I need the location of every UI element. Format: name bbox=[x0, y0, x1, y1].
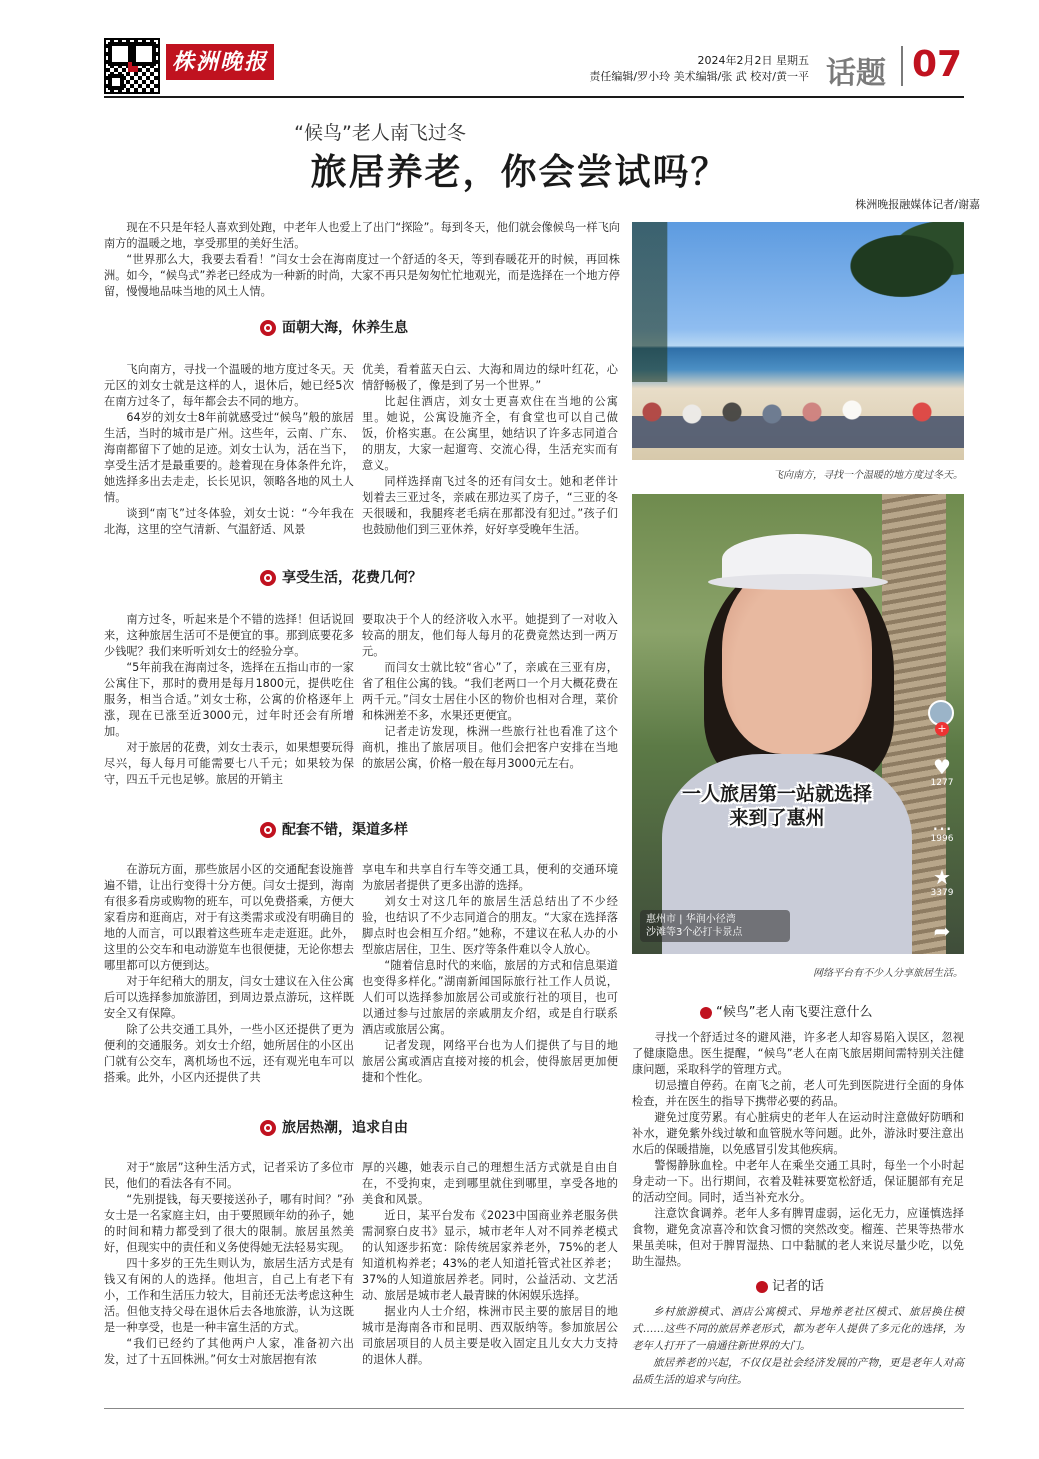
section-heading: 享受生活，花费几何？ bbox=[104, 568, 620, 590]
qr-code bbox=[104, 38, 160, 94]
video-screenshot-photo bbox=[632, 494, 964, 954]
tips-body: 寻找一个舒适过冬的避风港，许多老人却容易陷入误区，忽视了健康隐患。医生提醒，“候鸟”老人在南飞旅居期间需特别关注健康问题，采取科学的管理方式。 切忌擅自停药。在南飞之前，老人可先到医院进行全面的身体检查，并在医生的指导下携带必要的药品。 避免过度劳累。有心脏病史的老年人在运动时注意做好防晒和补水，避免紫外线过敏和血管脱水等问题。此外，游泳时要注意出水后的保暖措施，以免感冒引发其他疾病。 警惕静脉血栓。中老年人在乘坐交通工具时，每坐一个小时起身走动一下。出行期间，衣着及鞋袜要宽松舒适，保证腿部有充足的活动空间。同时，适当补充水分。 注意饮食调养。老年人多有脾胃虚弱，运化无力，应谨慎选择食物，避免贪凉喜冷和饮食习惯的突然改变。榴莲、芒果等热带水果虽美味，但对于脾胃湿热、口中黏腻的老人来说尽量少吃，以免助生湿热。 bbox=[632, 1031, 964, 1268]
circle-bullet-icon bbox=[260, 1120, 276, 1136]
comment-counter: … 1996 bbox=[926, 812, 958, 844]
section-name: 话题 bbox=[826, 56, 886, 91]
article-headline: 旅居养老，你会尝试吗？ bbox=[310, 152, 729, 193]
article-byline: 株洲晚报融媒体记者/谢嘉 bbox=[855, 198, 980, 211]
page-number: 07 bbox=[912, 44, 963, 85]
circle-bullet-icon bbox=[700, 1007, 712, 1019]
comment-icon: … bbox=[932, 811, 952, 835]
lead-paragraph: 现在不只是年轻人喜欢到处跑，中老年人也爱上了出门“探险”。每到冬天，他们就会像候鸟一样飞向南方的温暖之地，享受那里的美好生活。 bbox=[104, 221, 620, 250]
circle-bullet-icon bbox=[260, 822, 276, 838]
lead-paragraph: “世界那么大，我要去看看！”闫女士会在海南度过一个舒适的冬天，等到春暖花开的时候，再回株洲。如今，“候鸟式”养老已经成为一种新的时尚，大家不再只是匆匆忙忙地观光，而是选择在一个地方停留，慢慢地品味当地的风土人情。 bbox=[104, 253, 620, 298]
section-2-column-left: 南方过冬，听起来是个不错的选择！但话说回来，这种旅居生活可不是便宜的事。那到底要花多少钱呢？我们来听听刘女士的经验分享。 “5年前我在海南过冬，选择在五指山市的一家公寓住下，那时的费用是每月1800元，提供吃住服务，相当合适。”刘女士称，公寓的价格逐年上涨，现在已涨至近3000元，过年时还会有所增加。 对于旅居的花费，刘女士表示，如果想要玩得尽兴，每人每月可能需要七八千元；如果较为保守，四五千元也足够。旅居的开销主 bbox=[104, 613, 354, 786]
section-4-column-right: 厚的兴趣，她表示自己的理想生活方式就是自由自在，不受拘束，走到哪里就住到哪里，享受各地的美食和风景。 近日，某平台发布《2023中国商业养老服务供需洞察白皮书》显示，城市老年人对不同养老模式的认知逐步拓宽：除传统居家养老外，75%的老人知道机构养老；43%的老人知道托管式社区养老；37%的人知道旅居养老。同时，公益活动、文艺活动、旅居是城市老人最青睐的休闲娱乐选择。 据业内人士介绍，株洲市民主要的旅居目的地城市是海南各市和昆明、西双版纳等。参加旅居公司旅居项目的人员主要是收入固定且儿女大力支持的退休人群。 bbox=[362, 1161, 618, 1366]
tips-heading: “候鸟”老人南飞要注意什么 bbox=[632, 1004, 964, 1024]
section-heading: 旅居热潮，追求自由 bbox=[104, 1118, 620, 1140]
beach-photo bbox=[632, 222, 964, 460]
reporter-note-body: 乡村旅游模式、酒店公寓模式、异地养老社区模式、旅居换住模式……这些不同的旅居养老形式，都为老年人提供了多元化的选择，为老年人打开了一扇通往新世界的大门。 旅居养老的兴起，不仅仅是社会经济发展的产物，更是老年人对高品质生活的追求与向往。 bbox=[632, 1306, 964, 1386]
article-kicker: “候鸟”老人南飞过冬 bbox=[294, 122, 466, 144]
newspaper-logo: 株洲晚报 bbox=[166, 44, 274, 80]
favorite-counter: ★ 3379 bbox=[926, 866, 958, 898]
circle-bullet-icon bbox=[260, 320, 276, 336]
section-heading: 配套不错，渠道多样 bbox=[104, 820, 620, 842]
editors-credit: 责任编辑/罗小玲 美术编辑/张 武 校对/黄一平 bbox=[589, 70, 809, 83]
video-subtitle: 一人旅居第一站就选择 来到了惠州 bbox=[681, 783, 872, 829]
section-4-column-left: 对于“旅居”这种生活方式，记者采访了多位市民，他们的看法各有不同。 “先别提钱，每天要接送孙子，哪有时间？”孙女士是一名家庭主妇，由于要照顾年幼的孙子，她的时间和精力都受到了很大的限制。旅居虽然美好，但现实中的责任和义务使得她无法轻易实现。 四十多岁的王先生则认为，旅居生活方式是有钱又有闲的人的选择。他坦言，自己上有老下有小，工作和生活压力较大，目前还无法考虑这种生活。但他支持父母在退休后去各地旅游，认为这既是一种享受，也是一种丰富生活的方式。 “我们已经约了其他两户人家，准备初六出发，过了十五回株洲。”何女士对旅居抱有浓 bbox=[104, 1161, 354, 1366]
circle-bullet-icon bbox=[756, 1281, 768, 1293]
header-rule bbox=[104, 96, 964, 98]
bottom-rule bbox=[104, 1408, 964, 1409]
like-counter: ♥ 1277 bbox=[926, 756, 958, 788]
star-icon: ★ bbox=[933, 865, 951, 889]
section-heading: 面朝大海，休养生息 bbox=[104, 318, 620, 340]
photo-caption: 网络平台有不少人分享旅居生活。 bbox=[813, 968, 963, 979]
section-3-column-right: 享电车和共享自行车等交通工具，便利的交通环境为旅居者提供了更多出游的选择。 刘女士对这几年的旅居生活总结出了不少经验，也结识了不少志同道合的朋友。“大家在选择落脚点时也会相互介绍。”她称，不建议在私人办的小型旅店居住，卫生、医疗等条件难以令人放心。 “随着信息时代的来临，旅居的方式和信息渠道也变得多样化。”湖南新闻国际旅行社工作人员说，人们可以选择参加旅居公司或旅行社的项目，也可以通过参与过旅居的亲戚朋友介绍，或是自行联系酒店或旅居公寓。 记者发现，网络平台也为人们提供了与目的地旅居公寓或酒店直接对接的机会，使得旅居更加便捷和个性化。 bbox=[362, 863, 618, 1084]
section-1-column-left: 飞向南方，寻找一个温暖的地方度过冬天。天元区的刘女士就是这样的人，退休后，她已经5次在南方过冬了，每年都会去不同的地方。 64岁的刘女士8年前就感受过“候鸟”般的旅居生活，当时的城市是广州。这些年，云南、广东、海南都留下了她的足迹。刘女士认为，活在当下，享受生活才是最重要的。趁着现在身体条件允许，她选择多出去走走，长长见识，领略各地的风土人情。 谈到“南飞”过冬体验，刘女士说：“今年我在北海，这里的空气清新、气温舒适、风景 bbox=[104, 363, 354, 536]
follow-plus-icon: + bbox=[935, 722, 949, 736]
reporter-note-heading: 记者的话 bbox=[632, 1278, 964, 1298]
section-1-column-right: 优美，看着蓝天白云、大海和周边的绿叶红花，心情舒畅极了，像是到了另一个世界。” 比起住酒店，刘女士更喜欢住在当地的公寓里。她说，公寓设施齐全，有食堂也可以自己做饭，价格实惠。在公寓里，她结识了许多志同道合的朋友，大家一起遛弯、交流心得，生活充实而有意义。 同样选择南飞过冬的还有闫女士。她和老伴计划着去三亚过冬，亲戚在那边买了房子，“三亚的冬天很暖和，我腿疼老毛病在那都没有犯过。”孩子们也鼓励他们到三亚休养，好好享受晚年生活。 bbox=[362, 363, 618, 536]
location-tag: 惠州市 | 华润小径湾 沙滩等3个必打卡景点 bbox=[640, 910, 790, 942]
photo-caption: 飞向南方，寻找一个温暖的地方度过冬天。 bbox=[773, 470, 963, 481]
section-3-column-left: 在游玩方面，那些旅居小区的交通配套设施普遍不错，让出行变得十分方便。闫女士提到，海南有很多看房或购物的班车，可以免费搭乘，方便大家看房和逛商店，对于有这类需求或没有明确目的地的人而言，可以跟着这些班车走走逛逛。此外，这里的公交车和电动游览车也很便捷，无论你想去哪里都可以方便到达。 对于年纪稍大的朋友，闫女士建议在入住公寓后可以选择参加旅游团，到周边景点游玩，这样既安全又有保障。 除了公共交通工具外，一些小区还提供了更为便利的交通服务。刘女士介绍，她所居住的小区出门就有公交车，离机场也不远，还有观光电车可以搭乘。此外，小区内还提供了共 bbox=[104, 863, 354, 1084]
header-divider bbox=[901, 46, 903, 86]
section-2-column-right: 要取决于个人的经济收入水平。她提到了一对收入较高的朋友，他们每人每月的花费竟然达到一两万元。 而闫女士就比较“省心”了，亲戚在三亚有房，省了租住公寓的钱。“我们老两口一个月大概花费在两千元。”闫女士居住小区的物价也相对合理，菜价和株洲差不多，水果还更便宜。 记者走访发现，株洲一些旅行社也看准了这个商机，推出了旅居项目。他们会把客户安排在当地的旅居公寓，价格一般在每月3000元左右。 bbox=[362, 613, 618, 770]
article-lead bbox=[104, 220, 620, 300]
share-arrow-icon: ➦ bbox=[933, 919, 951, 943]
heart-icon: ♥ bbox=[933, 755, 951, 779]
issue-date: 2024年2月2日 星期五 bbox=[697, 54, 809, 67]
circle-bullet-icon bbox=[260, 570, 276, 586]
